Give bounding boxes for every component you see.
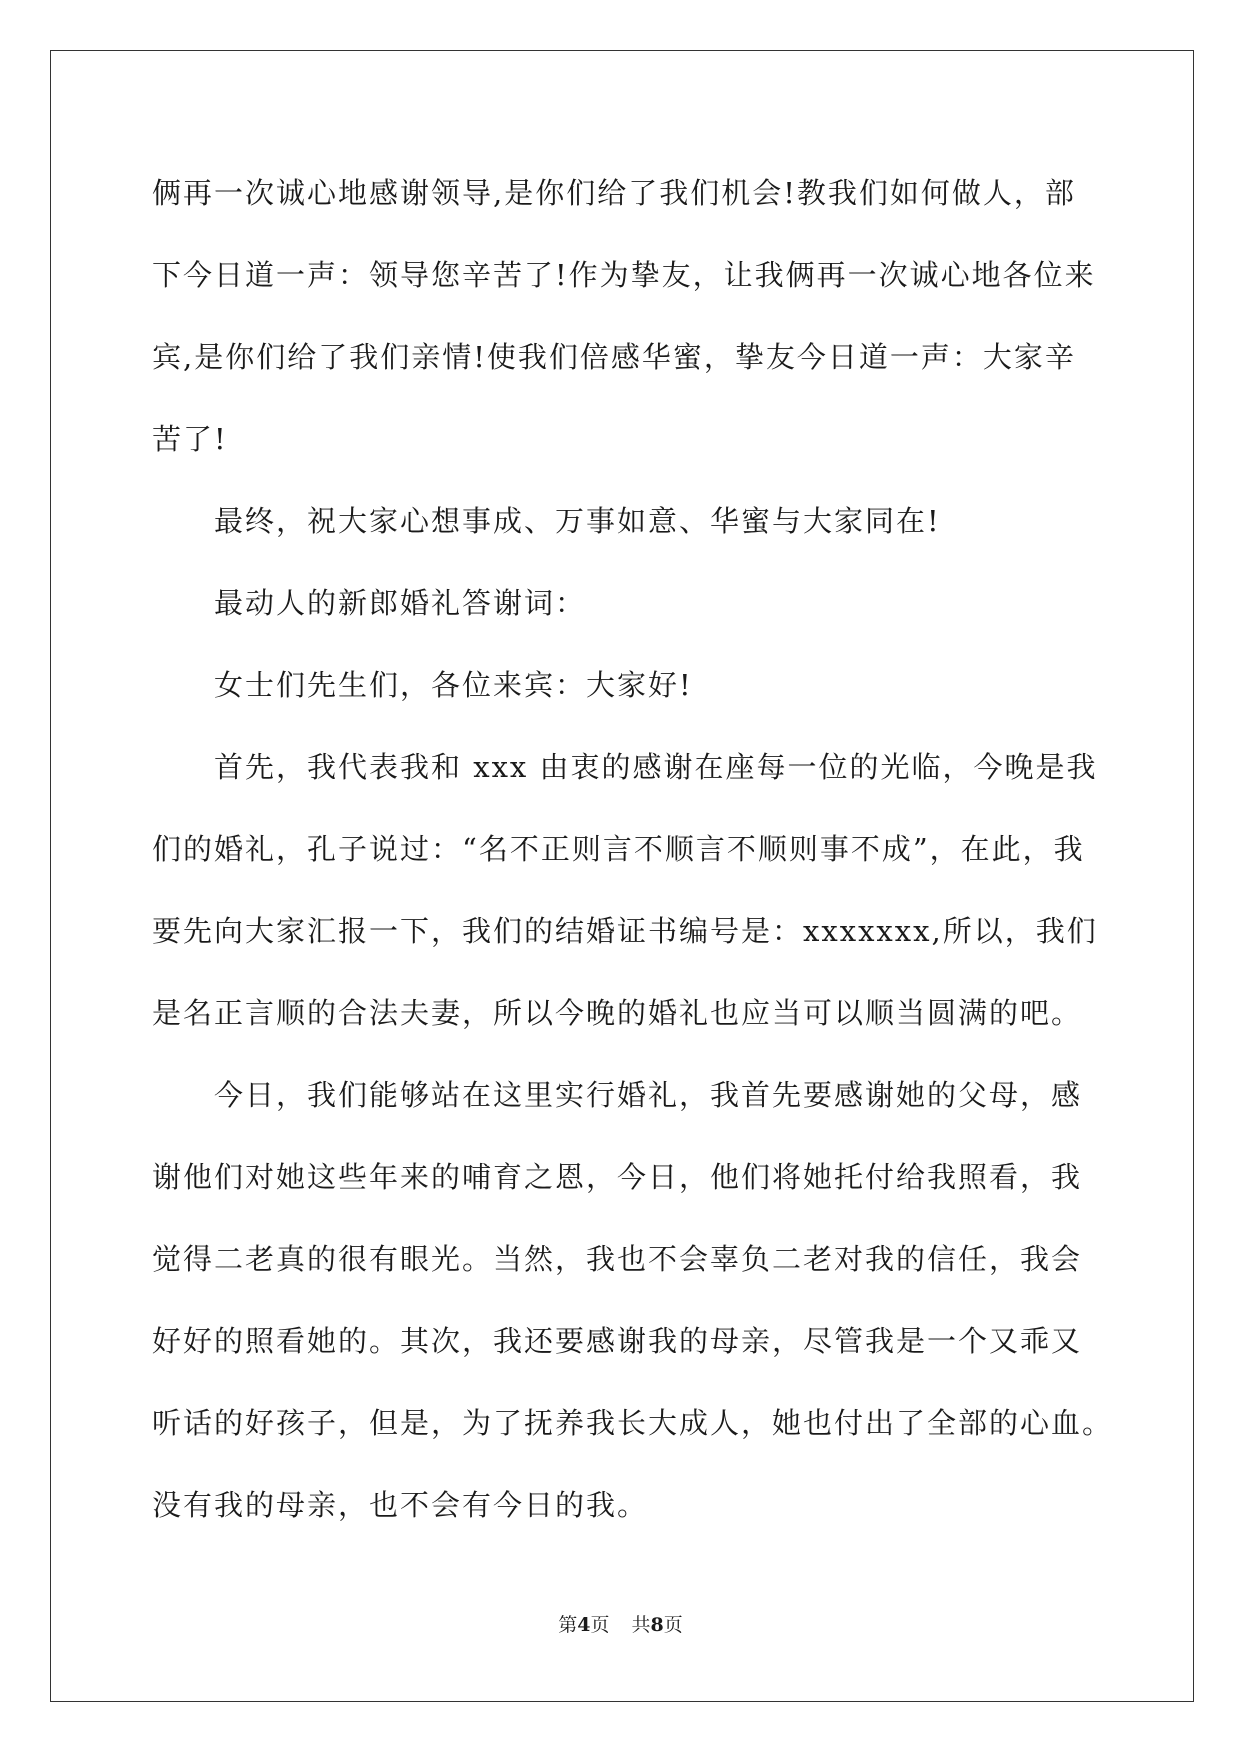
page-number: 4 bbox=[577, 1614, 591, 1636]
total-suffix: 页 bbox=[663, 1614, 683, 1636]
text-line: 今日，我们能够站在这里实行婚礼，我首先要感谢她的父母，感 bbox=[214, 1078, 1083, 1112]
page-prefix: 第 bbox=[558, 1614, 578, 1636]
text-line: 首先，我代表我和 xxx 由衷的感谢在座每一位的光临，今晚是我 bbox=[214, 750, 1098, 784]
text-line: 好好的照看她的。其次，我还要感谢我的母亲，尽管我是一个又乖又 bbox=[152, 1324, 1083, 1358]
document-body bbox=[152, 152, 1114, 1546]
text-line: 俩再一次诚心地感谢领导,是你们给了我们机会!教我们如何做人，部 bbox=[152, 176, 1076, 210]
text-line: 听话的好孩子，但是，为了抚养我长大成人，她也付出了全部的心血。 bbox=[152, 1406, 1114, 1440]
text-line: 下今日道一声：领导您辛苦了!作为挚友，让我俩再一次诚心地各位来 bbox=[152, 258, 1096, 292]
page-suffix: 页 bbox=[590, 1614, 610, 1636]
text-line: 没有我的母亲，也不会有今日的我。 bbox=[152, 1488, 649, 1522]
text-line: 女士们先生们，各位来宾：大家好! bbox=[214, 668, 693, 702]
text-line: 们的婚礼，孔子说过：“名不正则言不顺言不顺则事不成”，在此，我 bbox=[152, 832, 1085, 866]
text-line: 要先向大家汇报一下，我们的结婚证书编号是：xxxxxxx,所以，我们 bbox=[152, 914, 1098, 948]
text-line: 宾,是你们给了我们亲情!使我们倍感华蜜，挚友今日道一声：大家辛 bbox=[152, 340, 1076, 374]
text-line: 是名正言顺的合法夫妻，所以今晚的婚礼也应当可以顺当圆满的吧。 bbox=[152, 996, 1083, 1030]
total-prefix: 共 bbox=[631, 1614, 651, 1636]
page-footer bbox=[0, 1610, 1241, 1637]
text-line: 最动人的新郎婚礼答谢词： bbox=[214, 586, 587, 620]
text-line: 苦了! bbox=[152, 422, 228, 456]
text-line: 觉得二老真的很有眼光。当然，我也不会辜负二老对我的信任，我会 bbox=[152, 1242, 1083, 1276]
total-pages: 8 bbox=[650, 1614, 664, 1636]
text-line: 最终，祝大家心想事成、万事如意、华蜜与大家同在! bbox=[214, 504, 941, 538]
text-line: 谢他们对她这些年来的哺育之恩，今日，他们将她托付给我照看，我 bbox=[152, 1160, 1083, 1194]
